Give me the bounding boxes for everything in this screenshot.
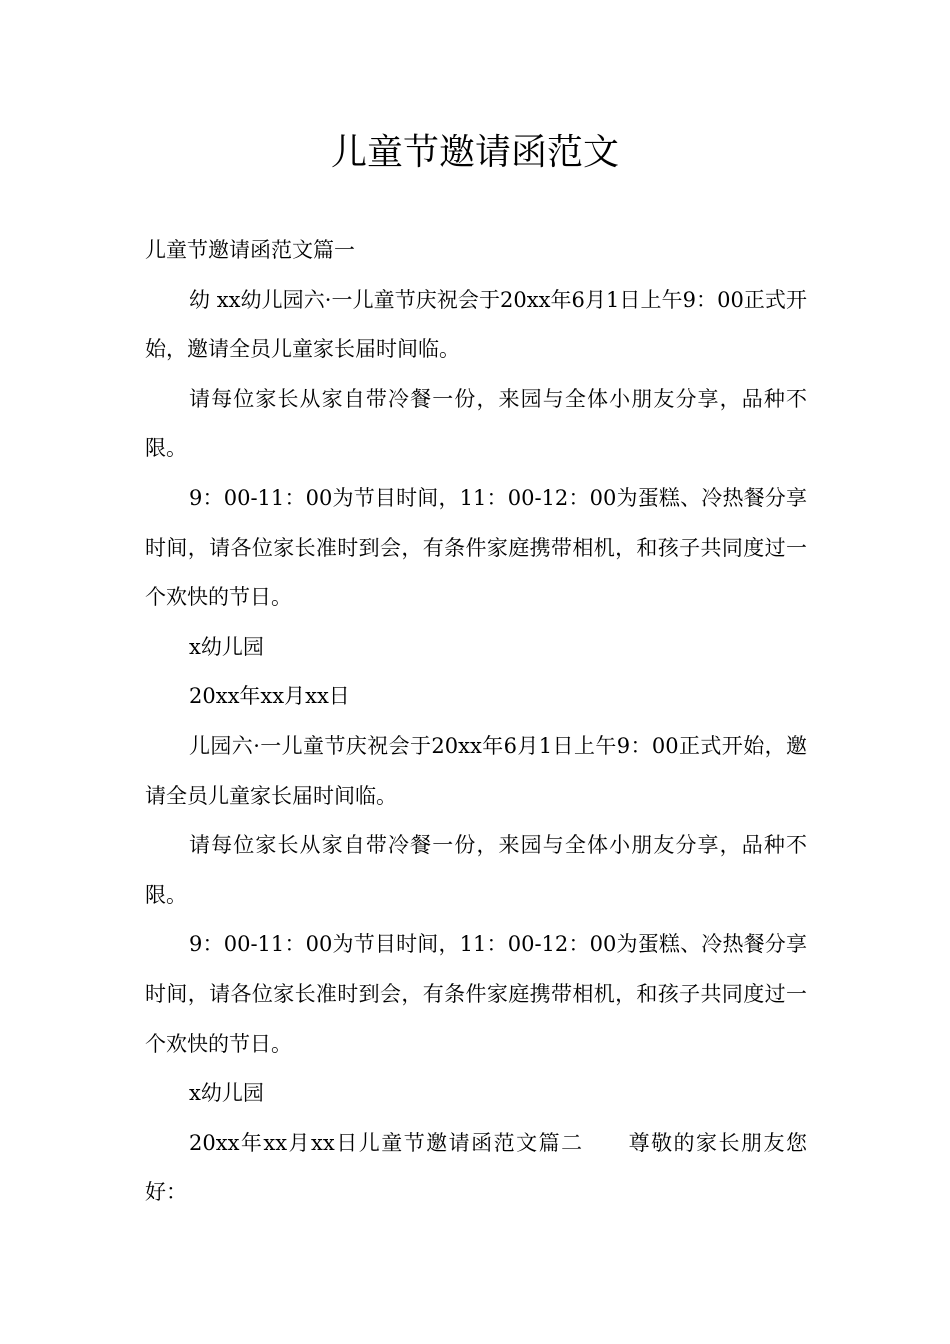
paragraph: 20xx年xx月xx日 [189, 684, 350, 709]
paragraph: 请每位家长从家自带冷餐一份，来园与全体小朋友分享，品种不限。 [145, 386, 807, 461]
paragraph: 请每位家长从家自带冷餐一份，来园与全体小朋友分享，品种不限。 [145, 833, 807, 907]
document-body [145, 226, 807, 1218]
paragraph: 儿童节邀请函范文篇一 [145, 238, 355, 262]
paragraph: 9：00-11：00为节目时间，11：00-12：00为蛋糕、冷热餐分享时间，请各位家长准时到会，有条件家庭携带相机，和孩子共同度过一个欢快的节日。 [145, 485, 807, 610]
paragraph: 9：00-11：00为节目时间，11：00-12：00为蛋糕、冷热餐分享时间，请各位家长准时到会，有条件家庭携带相机，和孩子共同度过一个欢快的节日。 [145, 932, 807, 1056]
paragraph: x幼儿园 [189, 1081, 264, 1106]
paragraph: 20xx年xx月xx日儿童节邀请函范文篇二 尊敬的家长朋友您好： [145, 1130, 807, 1205]
document-title: 儿童节邀请函范文 [330, 132, 619, 173]
paragraph: 幼 xx幼儿园六·一儿童节庆祝会于20xx年6月1日上午9：00正式开始，邀请全员儿童家长届时间临。 [145, 287, 807, 362]
paragraph: 儿园六·一儿童节庆祝会于20xx年6月1日上午9：00正式开始，邀请全员儿童家长届时间临。 [145, 733, 807, 808]
paragraph: x幼儿园 [189, 634, 264, 659]
